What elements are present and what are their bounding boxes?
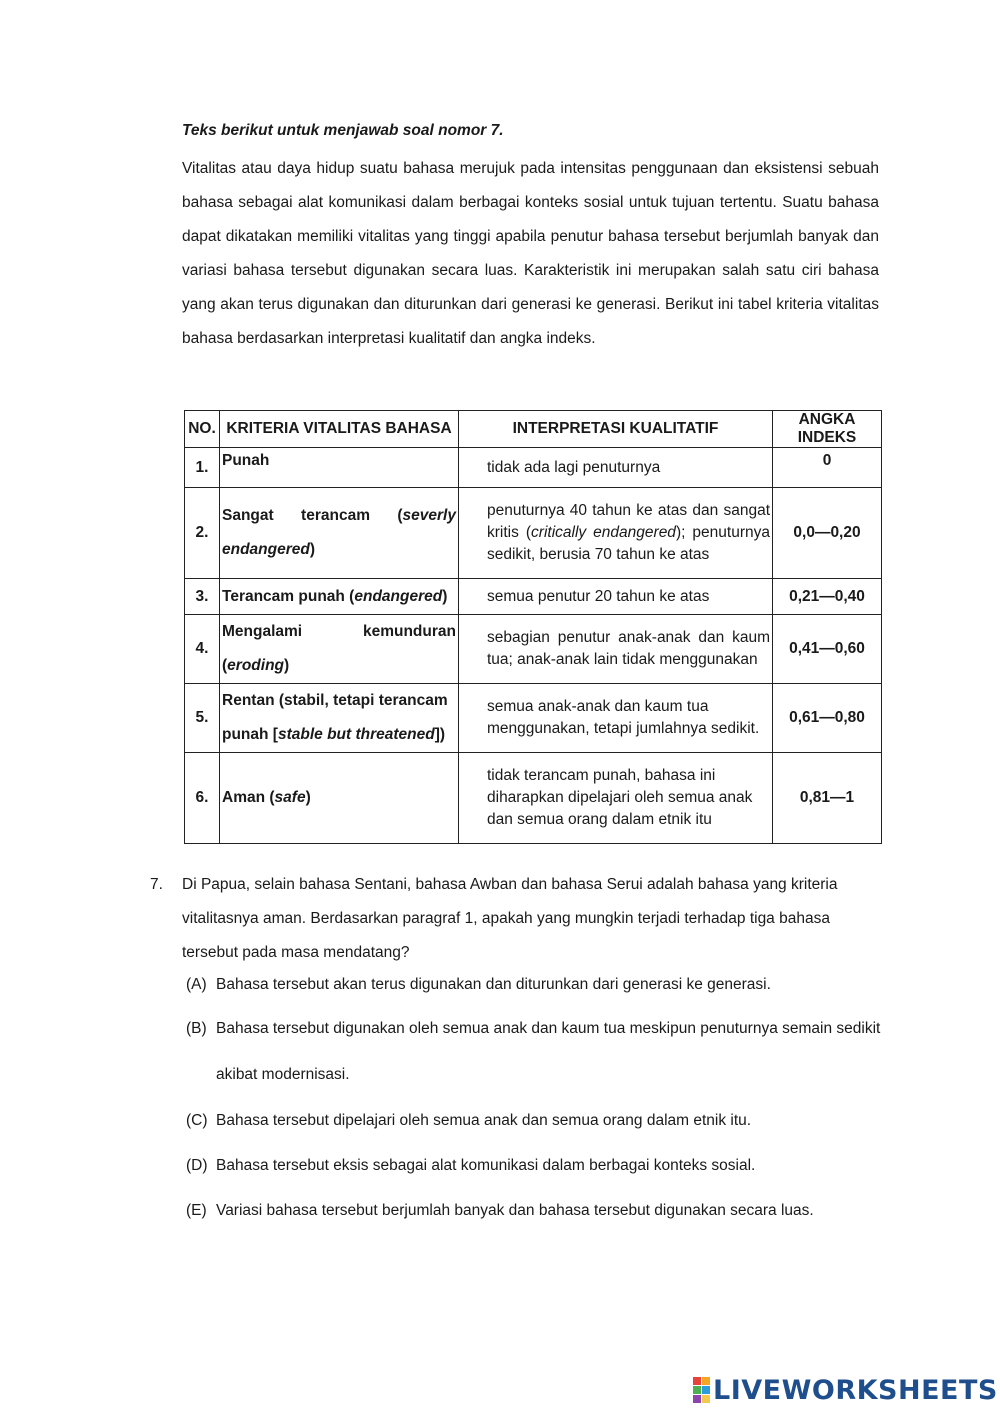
- table-header-row: [185, 411, 882, 448]
- row-indeks: 0,81—1: [773, 753, 882, 844]
- row-indeks: 0: [773, 448, 882, 488]
- option-e[interactable]: [186, 1194, 886, 1228]
- option-b[interactable]: [186, 1006, 886, 1098]
- option-text: Variasi bahasa tersebut berjumlah banyak dan bahasa tersebut digunakan secara luas.: [216, 1202, 814, 1219]
- option-text: Bahasa tersebut dipelajari oleh semua anak dan semua orang dalam etnik itu.: [216, 1112, 752, 1129]
- row-kriteria: Rentan (stabil, tetapi terancam punah [stable but threatened]): [220, 684, 459, 753]
- row-interpretasi: semua anak-anak dan kaum tua menggunakan, tetapi jumlahnya sedikit.: [459, 684, 773, 753]
- header-angka-indeks: ANGKA INDEKS: [773, 411, 882, 448]
- question-7: [150, 868, 880, 970]
- logo-mark-icon: [693, 1377, 710, 1403]
- row-kriteria: Terancam punah (endangered): [220, 579, 459, 615]
- row-indeks: 0,0—0,20: [773, 488, 882, 579]
- option-letter: (A): [186, 976, 207, 993]
- intro-paragraph: Vitalitas atau daya hidup suatu bahasa merujuk pada intensitas penggunaan dan eksistensi sebuah bahasa sebagai alat komunikasi dalam berbagai konteks sosial untuk tujuan tertentu. Suatu bahasa dapat dikatakan memiliki vitalitas yang tinggi apabila penutur bahasa tersebut berjumlah banyak dan variasi bahasa tersebut digunakan secara luas. Karakteristik ini merupakan salah satu ciri bahasa yang akan terus digunakan dan diturunkan dari generasi ke generasi. Berikut ini tabel kriteria vitalitas bahasa berdasarkan interpretasi kualitatif dan angka indeks.: [182, 160, 879, 347]
- option-letter: (C): [186, 1112, 208, 1129]
- row-interpretasi: semua penutur 20 tahun ke atas: [459, 579, 773, 615]
- table-row: [185, 615, 882, 684]
- row-interpretasi: sebagian penutur anak-anak dan kaum tua; anak-anak lain tidak menggunakan: [459, 615, 773, 684]
- liveworksheets-logo: [693, 1374, 998, 1406]
- option-text: Bahasa tersebut eksis sebagai alat komunikasi dalam berbagai konteks sosial.: [216, 1157, 756, 1174]
- header-no: NO.: [185, 411, 220, 448]
- row-kriteria: Mengalami kemunduran (eroding): [220, 615, 459, 684]
- option-text: Bahasa tersebut akan terus digunakan dan diturunkan dari generasi ke generasi.: [216, 976, 771, 993]
- option-letter: (E): [186, 1202, 207, 1219]
- row-kriteria: Aman (safe): [220, 753, 459, 844]
- option-text: Bahasa tersebut digunakan oleh semua anak dan kaum tua meskipun penuturnya semain sedikit akibat modernisasi.: [216, 1020, 881, 1083]
- table-row: [185, 488, 882, 579]
- row-no: 3.: [185, 579, 220, 615]
- table-row: [185, 448, 882, 488]
- table-row: [185, 684, 882, 753]
- row-no: 4.: [185, 615, 220, 684]
- table-row: [185, 579, 882, 615]
- row-indeks: 0,41—0,60: [773, 615, 882, 684]
- header-kriteria: KRITERIA VITALITAS BAHASA: [220, 411, 459, 448]
- logo-text: LIVEWORKSHEETS: [713, 1374, 998, 1406]
- row-interpretasi: tidak ada lagi penuturnya: [459, 448, 773, 488]
- row-interpretasi: tidak terancam punah, bahasa ini diharapkan dipelajari oleh semua anak dan semua orang dalam etnik itu: [459, 753, 773, 844]
- intro-title: Teks berikut untuk menjawab soal nomor 7.: [182, 122, 504, 139]
- row-kriteria: Punah: [220, 448, 459, 488]
- option-c[interactable]: [186, 1104, 886, 1138]
- row-no: 1.: [185, 448, 220, 488]
- question-text: Di Papua, selain bahasa Sentani, bahasa Awban dan bahasa Serui adalah bahasa yang kriteria vitalitasnya aman. Berdasarkan paragraf 1, apakah yang mungkin terjadi terhadap tiga bahasa tersebut pada masa mendatang?: [182, 876, 838, 961]
- option-letter: (B): [186, 1020, 207, 1037]
- row-indeks: 0,21—0,40: [773, 579, 882, 615]
- option-letter: (D): [186, 1157, 208, 1174]
- vitality-criteria-table: [184, 410, 882, 844]
- header-interpretasi: INTERPRETASI KUALITATIF: [459, 411, 773, 448]
- row-no: 2.: [185, 488, 220, 579]
- question-number: 7.: [150, 876, 163, 893]
- table-row: [185, 753, 882, 844]
- row-no: 6.: [185, 753, 220, 844]
- option-a[interactable]: [186, 968, 886, 1002]
- row-kriteria: Sangat terancam (severly endangered): [220, 488, 459, 579]
- row-indeks: 0,61—0,80: [773, 684, 882, 753]
- option-d[interactable]: [186, 1149, 886, 1183]
- row-interpretasi: penuturnya 40 tahun ke atas dan sangat kritis (critically endangered); penuturnya sedikit, berusia 70 tahun ke atas: [459, 488, 773, 579]
- row-no: 5.: [185, 684, 220, 753]
